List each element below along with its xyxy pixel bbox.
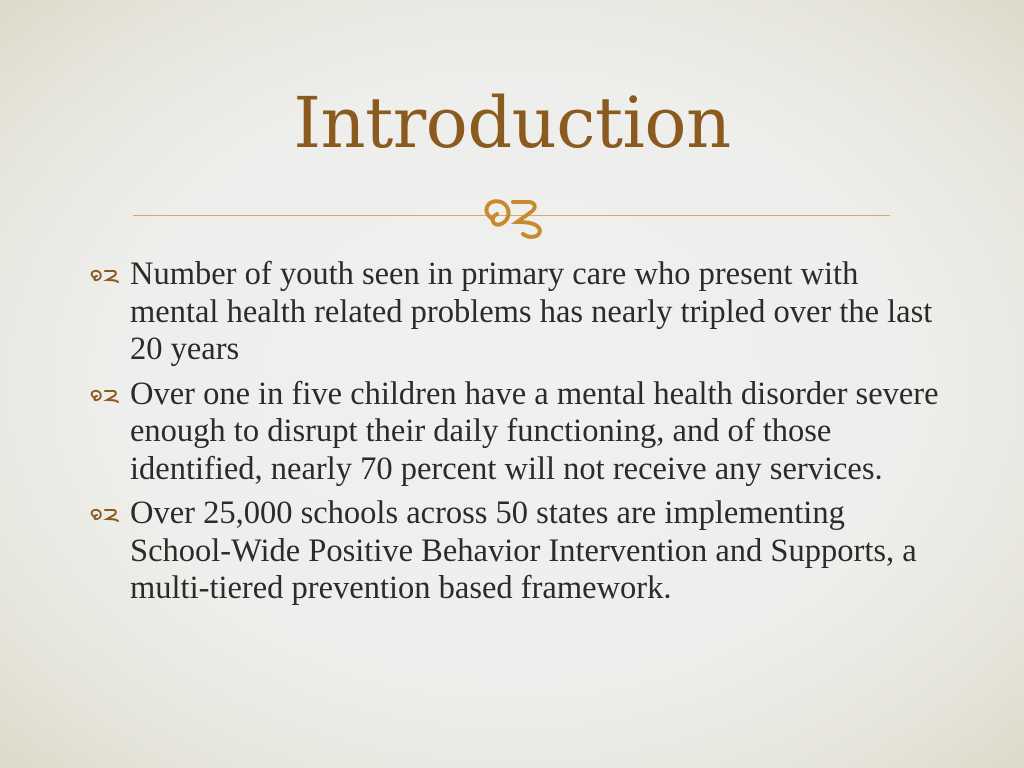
list-item [88, 256, 948, 369]
flourish-bullet-icon [88, 507, 122, 523]
bullet-text: Over 25,000 schools across 50 states are implementing School-Wide Positive Behavior Intervention and Supports, a multi-tiered prevention based framework. [130, 495, 917, 606]
slide-title: Introduction [293, 82, 731, 164]
flourish-bullet-icon [88, 268, 122, 284]
bullet-text: Over one in five children have a mental health disorder severe enough to disrupt their daily functioning, and of those identified, nearly 70 percent will not receive any services. [130, 375, 939, 487]
bullet-text: Number of youth seen in primary care who present with mental health related problems has nearly tripled over the last 20 years [130, 256, 933, 367]
list-item [88, 495, 948, 608]
bullet-list [88, 256, 948, 615]
ornamental-flourish-icon [477, 192, 549, 240]
flourish-bullet-icon [88, 388, 122, 404]
list-item [88, 376, 948, 489]
